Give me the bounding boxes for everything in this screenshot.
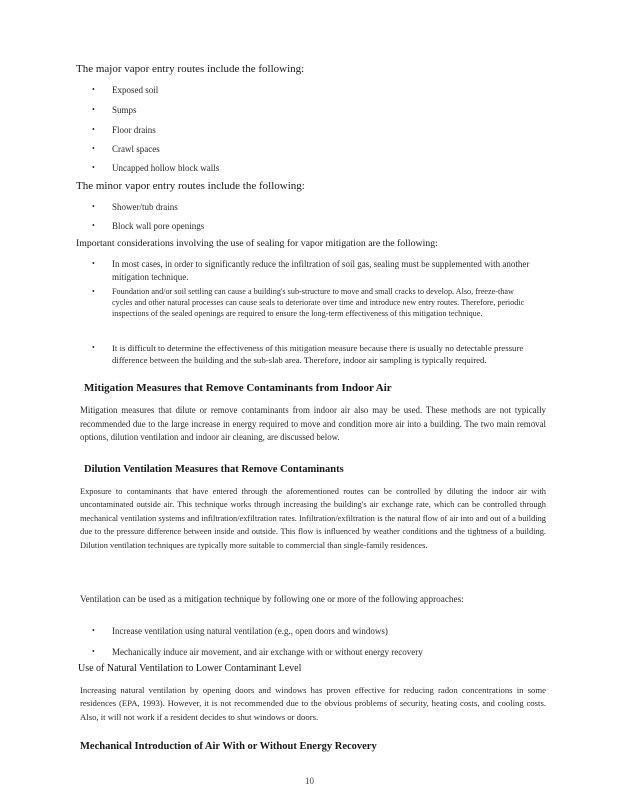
natural-ventilation-paragraph: Increasing natural ventilation by opening doors and windows has proven effective for reducing radon concentrations in some residences (EPA, 1993). However, it is not recommended due to the obvious problems of security, heating costs, and cooling costs. Also, it will not work if a resident decides to shut windows or doors. <box>80 685 546 722</box>
bullet-icon: • <box>92 163 95 172</box>
list-item: • Foundation and/or soil settling can cause a building's sub-structure to move and small cracks to develop. Also, freeze-thaw cycles and other natural processes can cause seals to deteriorate over time and introduce new entry routes. Therefore, periodic inspections of the sealed openings are required to ensure the long-term effectiveness of this mitigation technique. <box>92 287 525 319</box>
bullet-icon: • <box>92 626 95 635</box>
list-item: • Floor drains <box>92 125 156 135</box>
list-item: • Exposed soil <box>92 85 159 95</box>
list-item: • Uncapped hollow block walls <box>92 163 220 173</box>
indoor-air-paragraph: Mitigation measures that dilute or remove contaminants from indoor air also may be used. These methods are not typically recommended due to the large increase in energy required to move and condition more air into a building. The two main removal options, dilution ventilation and indoor air cleaning, are discussed below. <box>80 405 546 442</box>
bullet-icon: • <box>92 221 95 230</box>
bullet-icon: • <box>92 259 95 268</box>
considerations-intro: Important considerations involving the use of sealing for vapor mitigation are the following: <box>76 238 438 249</box>
bullet-icon: • <box>92 105 95 114</box>
indoor-air-heading: Mitigation Measures that Remove Contaminants from Indoor Air <box>84 382 392 394</box>
list-item: • Block wall pore openings <box>92 221 205 231</box>
mechanical-heading: Mechanical Introduction of Air With or Without Energy Recovery <box>80 741 377 752</box>
list-item: • Shower/tub drains <box>92 202 178 212</box>
ventilation-paragraph: Ventilation can be used as a mitigation technique by following one or more of the following approaches: <box>80 594 464 604</box>
minor-routes-intro: The minor vapor entry routes include the following: <box>76 180 305 192</box>
page-number: 10 <box>305 776 314 786</box>
bullet-icon: • <box>92 287 95 296</box>
bullet-icon: • <box>92 85 95 94</box>
bullet-icon: • <box>92 343 95 352</box>
bullet-icon: • <box>92 125 95 134</box>
dilution-heading: Dilution Ventilation Measures that Remove Contaminants <box>84 464 344 475</box>
bullet-icon: • <box>92 202 95 211</box>
dilution-paragraph: Exposure to contaminants that have entered through the aforementioned routes can be controlled by diluting the indoor air with uncontaminated outside air. This technique works through increasing the building's air exchange rate, which can be controlled through mechanical ventilation systems and infiltration/exfiltration rates. Infiltration/exfiltration is the natural flow of air into and out of a building due to the pressure difference between inside and outside. This flow is influenced by weather conditions and the tightness of a building. Dilution ventilation techniques are typically more suitable to commercial than single-family residences. <box>80 487 546 550</box>
list-item: • Increase ventilation using natural ventilation (e.g., open doors and windows) <box>92 626 388 636</box>
bullet-icon: • <box>92 647 95 656</box>
natural-ventilation-heading: Use of Natural Ventilation to Lower Contaminant Level <box>78 663 302 674</box>
list-item: • Crawl spaces <box>92 144 160 154</box>
list-item: • Sumps <box>92 105 137 115</box>
list-item: • Mechanically induce air movement, and air exchange with or without energy recovery <box>92 647 423 657</box>
list-item: • It is difficult to determine the effectiveness of this mitigation measure because there is usually no detectable pressure difference between the building and the sub-slab area. Therefore, indoor air sampling is typically required. <box>92 343 524 365</box>
list-item: • In most cases, in order to significantly reduce the infiltration of soil gas, sealing must be supplemented with another mitigation technique. <box>92 259 530 282</box>
bullet-icon: • <box>92 144 95 153</box>
major-routes-intro: The major vapor entry routes include the following: <box>76 63 305 75</box>
